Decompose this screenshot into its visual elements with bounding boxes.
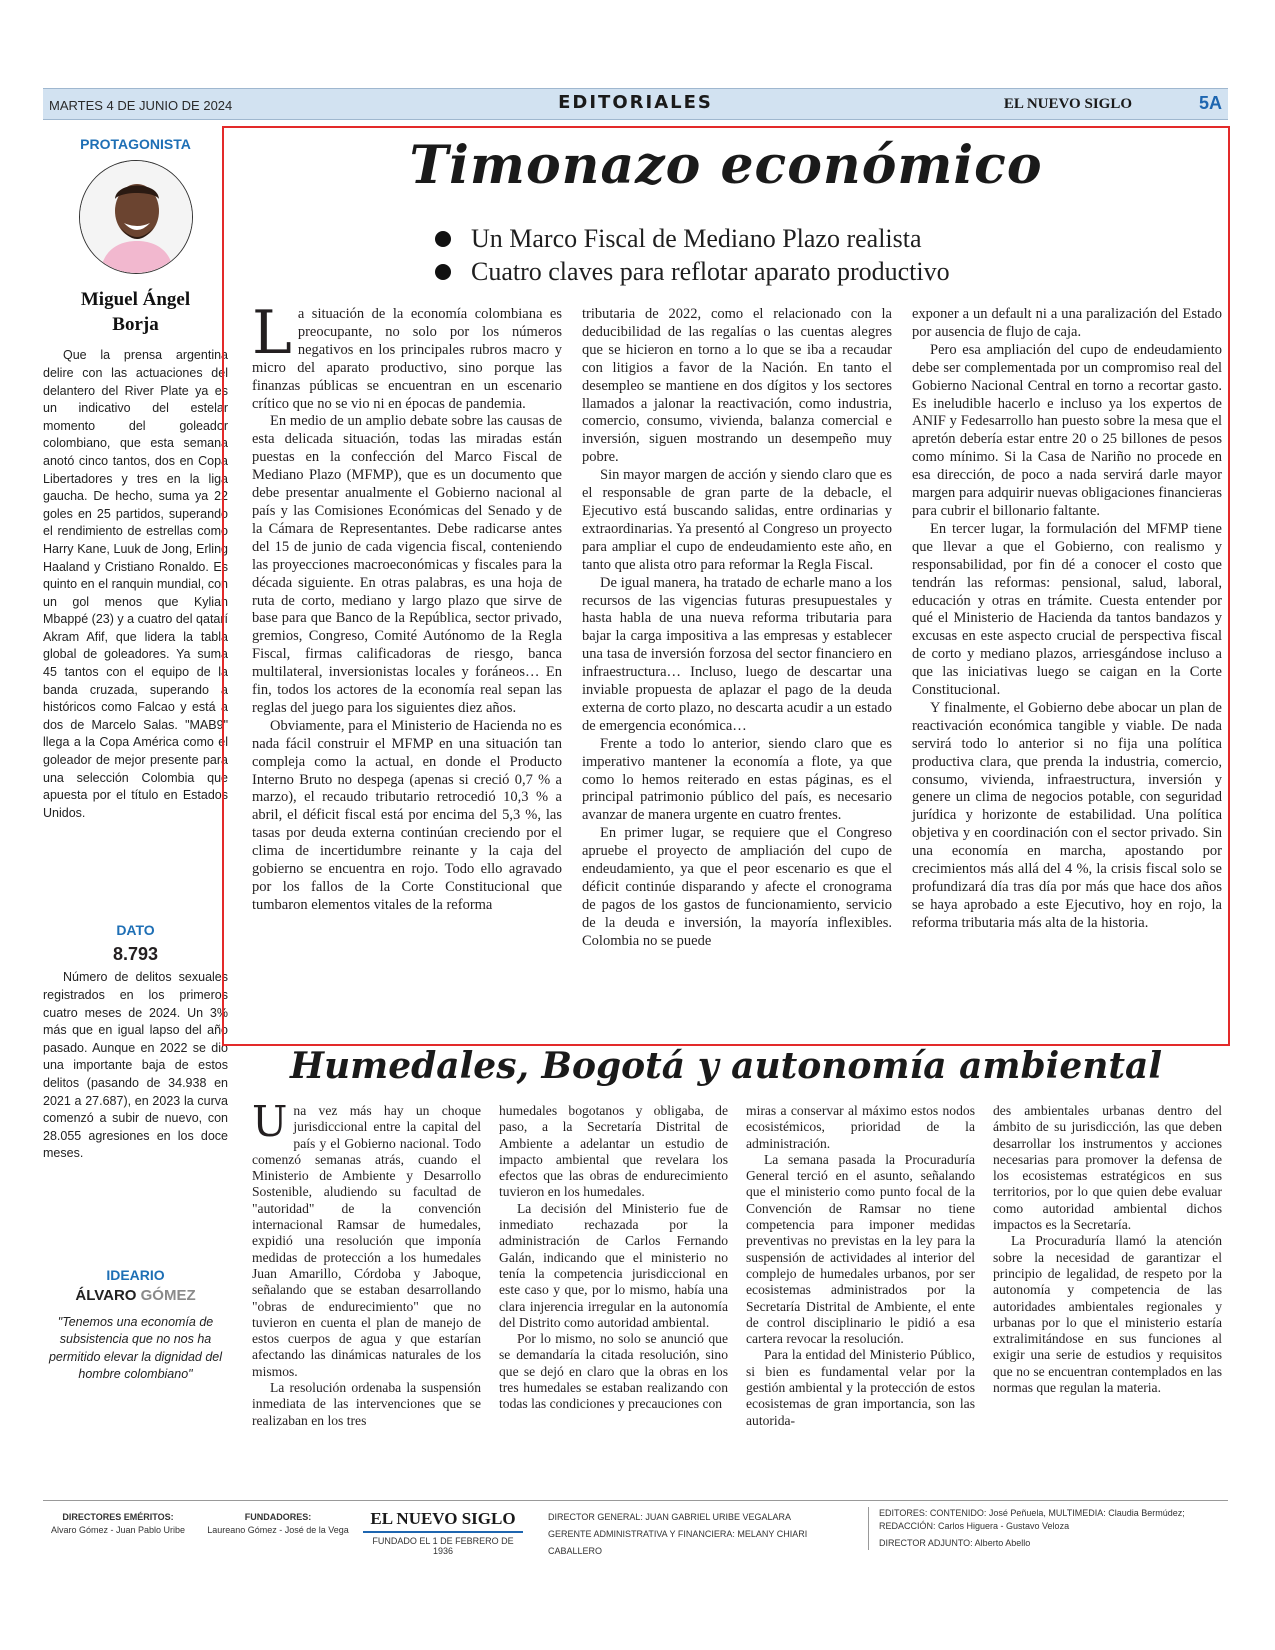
- protagonista-text: Que la prensa argentina delire con las actuaciones del delantero del River Plate ya es un indicativo del estelar momento del goleador colombiano, que esta semana anotó cinco tantos, dos en Copa Libertadores y tres en la liga gaucha. De hecho, suma ya 22 goles en 25 partidos, superando el rendimiento de estrellas como Harry Kane, Luuk de Jong, Erling Haaland y Cristiano Ronaldo. Es quinto en el ranquin mundial, con un gol menos que Kylian Mbappé (23) y a cuatro del qatarí Akram Afif, que lidera la tabla global de goleadores. Ya suma 45 tantos con el equipo de la banda cruzada, superando a históricos como Falcao y está a dos de Marcelo Salas. "MAB9" llega a la Copa América como el goleador de mejor presente para una selección Colombia que apuesta por el título en Estados Unidos.: [43, 348, 228, 820]
- body-column: Una vez más hay un choque jurisdiccional entre la capital del país y el Gobierno nacional. Todo comenzó semanas atrás, cuando el Ministerio de Ambiente y Desarrollo Sostenible, aludiendo su facultad de "autoridad" de la convención internacional Ramsar de humedales, expidió una resolución que imponía medidas de protección a los humedales Juan Amarillo, Córdoba y Jaboque, señalando que se estaban desarrollando "obras de endurecimiento" que no tuvieron en cuenta el plan de manejo de estos cuerpos de agua y que estarían afectando las dinámicas naturales de los mismos. La resolución ordenaba la suspensión inmediata de las intervenciones que se realizaban en los tres: [252, 1097, 481, 1428]
- subhead-item: Cuatro claves para reflotar aparato productivo: [435, 255, 1135, 288]
- protagonista-label: PROTAGONISTA: [80, 136, 191, 152]
- body-column: exponer a un default ni a una paralización del Estado por ausencia de flujo de caja. Pero esa ampliación del cupo de endeudamiento debe ser complementada por un compromiso real del Gobierno Nacional Central en torno a recortar gasto. Es ineludible hacerlo e incluso ya los expertos de ANIF y Fedesarrollo han puesto sobre la mesa que el apretón debería estar entre 20 o 25 billones de pesos como mínimo. Si la Casa de Nariño no procede en esa dirección, de poco a nada servirá darle mayor margen para adquirir nuevas obligaciones financieras para cubrir el billonario faltante. En tercer lugar, la formulación del MFMP tiene que llevar a que el Gobierno, con realismo y responsabilidad, por fin dé a conocer el costo que tendrán las reformas: pensional, salud, laboral, educación y otras en trámite. Cuesta entender por qué el Ministerio de Hacienda da tantos bandazos y excusas en este aspecto crucial de perspectiva fiscal de corto y mediano plazos, arriesgándose incluso a que las iniciativas luego se caigan en la Corte Constitucional. Y finalmente, el Gobierno debe abocar un plan de reactivación económica tangible y viable. De nada servirá todo lo anterior si no fija una política productiva clara, que prenda la industria, comercio, consumo, vivienda, infraestructura, inversión y genere un clima de negocios potable, con seguridad jurídica y horizonte de estabilidad. Una política objetiva y en coordinación con el sector privado. Sin una economía en marcha, apostando por crecimientos más allá del 4 %, la crisis fiscal solo se profundizará día tras día por más que hace dos años se haya aprobado a este Ejecutivo, hoy en rojo, la reforma tributaria más alta de la historia.: [912, 306, 1222, 931]
- editorial-body: [252, 298, 1222, 951]
- second-editorial-body: [252, 1097, 1222, 1429]
- body-column: humedales bogotanos y obligaba, de paso, a la Secretaría Distrital de Ambiente a adelantar un estudio de impacto ambiental que revelara los efectos que las obras de endurecimiento tuvieron en los humedales. La decisión del Ministerio fue de inmediato rechazada por la administración de Carlos Fernando Galán, indicando que el ministerio no tenía la competencia jurisdiccional en este caso y que, por lo mismo, había una clara injerencia irregular en la autonomía del Distrito como autoridad ambiental. Por lo mismo, no solo se anunció que se demandaría la citada resolución, sino que se dejó en claro que la obras en los tres humedales se estaban realizando con todas las condiciones y precauciones con: [499, 1103, 728, 1412]
- ideario-author: ÁLVARO GÓMEZ: [75, 1286, 196, 1304]
- page-footer: [43, 1500, 1228, 1560]
- second-editorial-title: Humedales, Bogotá y autonomía ambiental: [289, 1045, 1163, 1087]
- body-column: miras a conservar al máximo estos nodos ecosistémicos, prioridad de la administración. La semana pasada la Procuraduría General terció en el asunto, señalando que el ministerio como punto focal de la Convención de Ramsar no tiene competencia para imponer medidas preventivas no previstas en la ley para la suspensión de actividades al interior del complejo de humedales urbanos, por ser ecosistemas administrados por la Secretaría Distrital de Ambiente, el ente de control disciplinario le pidió a esa cartera revocar la resolución. Para la entidad del Ministerio Público, si bien es fundamental velar por la gestión ambiental y la protección de estos ecosistemas de gran importancia, son las autorida-: [746, 1103, 975, 1428]
- page-header: [43, 88, 1228, 120]
- founders-block: FUNDADORES: Laureano Gómez - José de la Vega: [207, 1512, 349, 1535]
- bullet-icon: [435, 231, 451, 247]
- dato-text: Número de delitos sexuales registrados en los primeros cuatro meses de 2024. Un 3% más que en igual lapso del año pasado. Aunque en 2022 se dio una importante baja de estos delitos (pasando de 34.938 en 2021 a 27.687), en 2023 la curva comenzó a subir de nuevo, con 28.055 agresiones en los doce meses.: [43, 970, 228, 1161]
- director-block: DIRECTOR GENERAL: JUAN GABRIEL URIBE VEGALARA GERENTE ADMINISTRATIVA Y FINANCIERA: MELANY CHIARI CABALLERO: [548, 1512, 808, 1556]
- left-sidebar: [43, 130, 228, 1500]
- emeritus-block: DIRECTORES EMÉRITOS: Alvaro Gómez - Juan Pablo Uribe: [50, 1512, 186, 1535]
- protagonista-name: Miguel Ángel Borja: [80, 289, 191, 335]
- dato-number: 8.793: [112, 944, 159, 965]
- editors-block: EDITORES: CONTENIDO: José Peñuela, MULTIMEDIA: Claudia Bermúdez; REDACCIÓN: Carlos Higuera - Gustavo Veloza DIRECTOR ADJUNTO: Alberto Abello: [868, 1507, 1228, 1550]
- footer-logo: EL NUEVO SIGLO FUNDADO EL 1 DE FEBRERO DE 1936: [363, 1509, 523, 1556]
- drop-cap: U: [252, 1097, 288, 1146]
- bullet-icon: [435, 264, 451, 280]
- editorial-subheads: [435, 222, 1135, 288]
- ideario-label: IDEARIO: [106, 1266, 165, 1283]
- body-column: La situación de la economía colombiana es preocupante, no solo por los números negativos en los principales rubros macro y micro del aparato productivo, sino porque las finanzas públicas se encuentran en un escenario crítico que no se vio ni en épocas de pandemia. En medio de un amplio debate sobre las causas de esta delicada situación, todas las miradas están puestas en la confección del Marco Fiscal de Mediano Plazo (MFMP), que es un documento que debe presentar anualmente el Gobierno nacional al país y las Comisiones Económicas del Senado y de la Cámara de Representantes. Debe radicarse antes del 15 de junio de cada vigencia fiscal, conteniendo las proyecciones macroeconómicas y fiscales para la década siguiente. En otras palabras, es una hoja de ruta de corto, mediano y largo plazo que sirve de base para que Banco de la República, sector privado, gremios, Congreso, Comité Autónomo de la Regla Fiscal, firmas calificadoras de riesgo, banca multilateral, inversionistas locales y foráneos… En fin, todos los actores de la economía real sepan las reglas del juego para los siguientes diez años. Obviamente, para el Ministerio de Hacienda no es nada fácil construir el MFMP en una situación tan compleja como la actual, en donde el Producto Interno Bruto no despega (apenas si creció 0,7 % a marzo), el recaudo tributario retrocedió 10,3 % a abril, el déficit fiscal está por encima del 5,3 %, las tasas por deuda externa continúan creciendo por el clima de incertidumbre reinante y la caja del gobierno se encuentra en rojo. Todo ello agravado por los fallos de la Corte Constitucional que tumbaron elementos vitales de la reforma: [252, 298, 562, 913]
- editorial-title: Timonazo económico: [409, 135, 1043, 196]
- portrait-icon: [80, 161, 193, 274]
- body-column: tributaria de 2022, como el relacionado con la deducibilidad de las regalías o las cuentas alegres que se hicieron en torno a lo que se iba a recaudar con litigios a favor de la Nación. En tanto el desempleo se mantiene en dos dígitos y los sectores llamados a jalonar la reactivación, como industria, comercio, consumo, vivienda, balanza comercial e inversión, siguen mostrando un desempeño muy pobre. Sin mayor margen de acción y siendo claro que es el responsable de gran parte de la debacle, el Ejecutivo está buscando salidas, entre ordinarias y extraordinarias. Ya presentó al Congreso un proyecto para ampliar el cupo de endeudamiento este año, en tanto que alista otro para reformar la Regla Fiscal. De igual manera, ha tratado de echarle mano a los recursos de las vigencias futuras presupuestales y hasta habla de una nueva reforma tributaria para bajar la carga impositiva a las empresas y establecer una tasa de inversión forzosa del sector financiero en infraestructura… Incluso, luego de descartar una inviable propuesta de aplazar el pago de la deuda externa de corto plazo, no descarta acudir a un estado de emergencia económica… Frente a todo lo anterior, siendo claro que es imperativo mantener la economía a flote, ya que como lo hemos reiterado en estas páginas, es el principal patrimonio público del país, es necesario avanzar de manera urgente en cuatro frentes. En primer lugar, se requiere que el Congreso apruebe el proyecto de ampliación del cupo de endeudamiento, ya que el peor escenario es que el déficit continúe disparando y afecte el cronograma de pagos de los gastos de funcionamiento, servicio de la deuda e inversión, la mayoría inflexibles. Colombia no se puede: [582, 306, 892, 949]
- ideario-quote: "Tenemos una economía de subsistencia que no nos ha permitido elevar la dignidad del hombre colombiano": [48, 1314, 223, 1382]
- body-column: des ambientales urbanas dentro del ámbito de su jurisdicción, las que deben desarrollar los instrumentos y acciones necesarias para promover la defensa de los ecosistemas estratégicos en sus territorios, por lo que quien debe evaluar como autoridad ambiental dichos impactos es la Secretaría. La Procuraduría llamó la atención sobre la necesidad de garantizar el principio de legalidad, de respeto por la autonomía y competencia de las autoridades ambientales regionales y urbanas por lo que el ministerio estaría extralimitándose en sus funciones al exigir una serie de estudios y requisitos que no se encuentran contemplados en las normas que regulan la materia.: [993, 1103, 1222, 1396]
- masthead-logo: EL NUEVO SIGLO: [1003, 96, 1132, 112]
- section-title: EDITORIALES: [558, 92, 713, 113]
- logo-rule: [363, 1531, 523, 1533]
- avatar: [79, 160, 193, 274]
- drop-cap: L: [252, 298, 292, 368]
- issue-date: MARTES 4 DE JUNIO DE 2024: [49, 98, 233, 113]
- page-number: 5A: [1198, 93, 1222, 113]
- subhead-item: Un Marco Fiscal de Mediano Plazo realista: [435, 222, 1135, 255]
- dato-label: DATO: [116, 922, 155, 939]
